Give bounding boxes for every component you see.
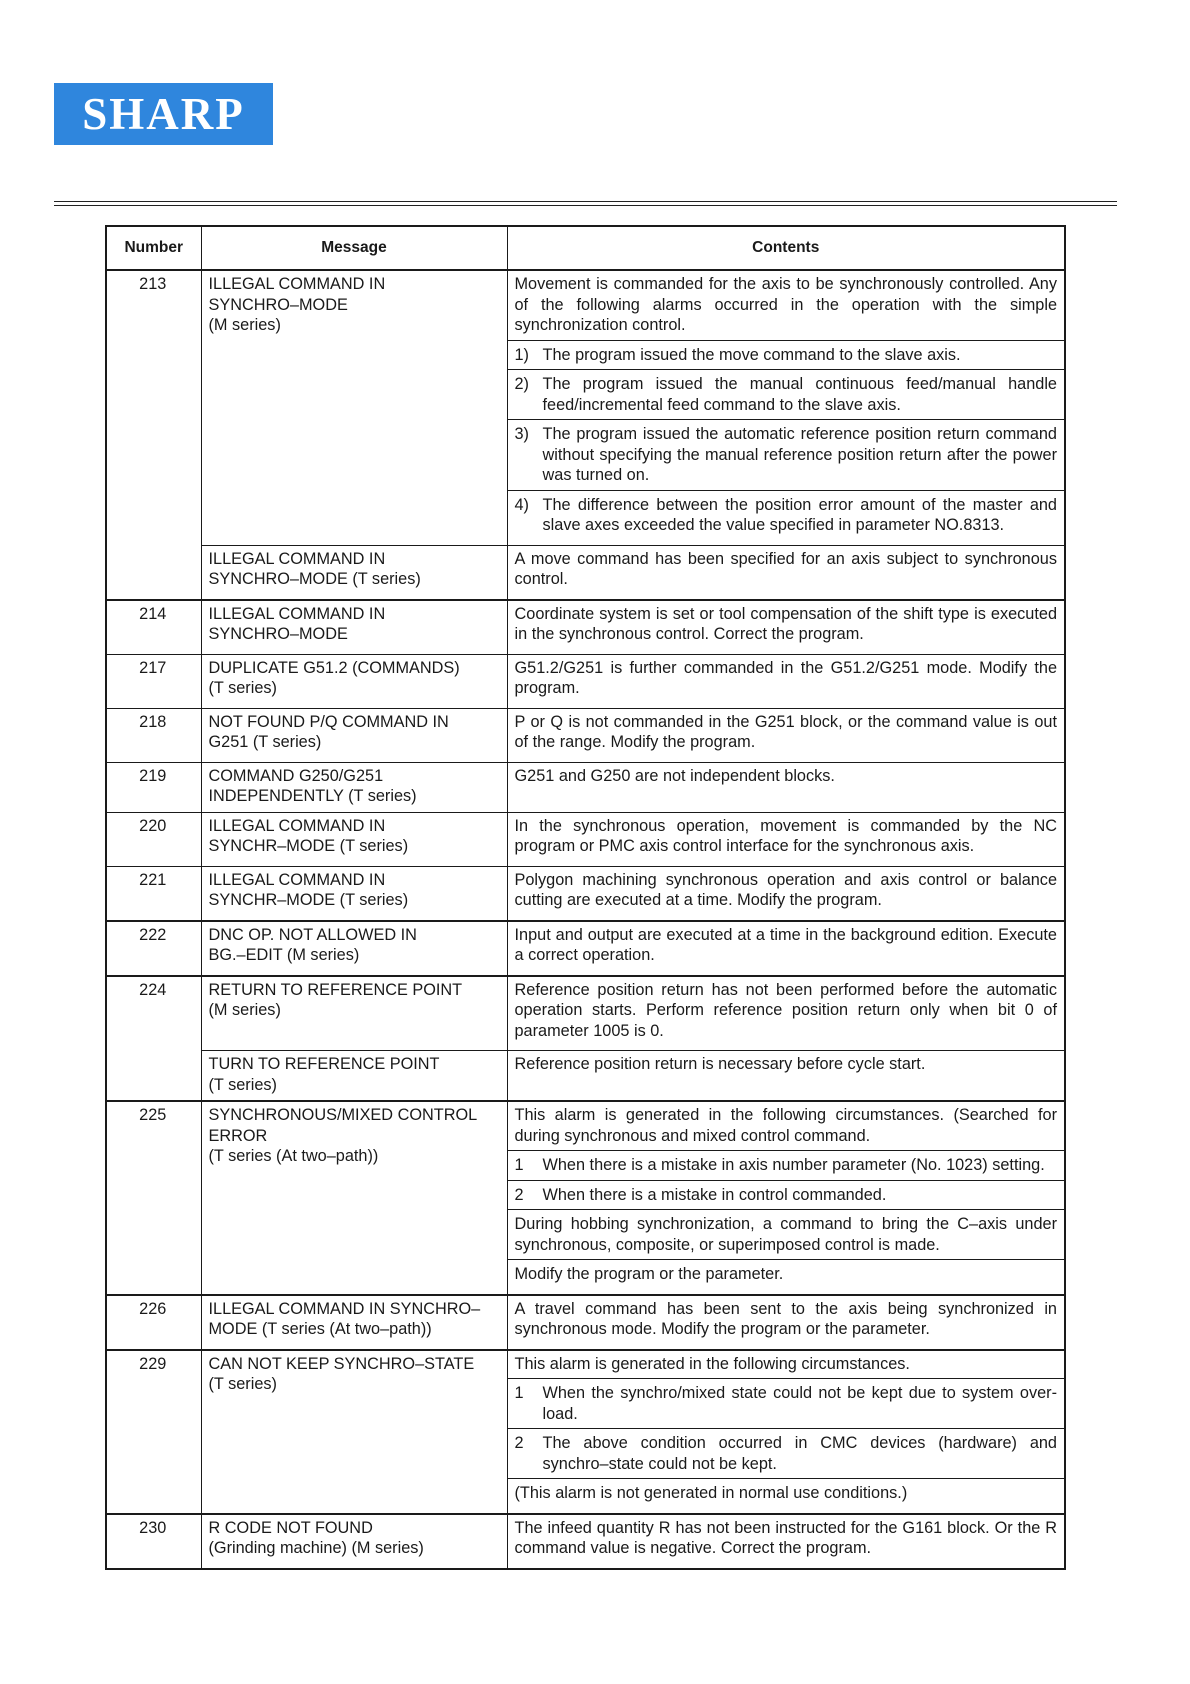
contents-paragraph: Modify the program or the parameter. [508, 1259, 1065, 1289]
contents-paragraph: A travel command has been sent to the axis being synchronized in synchronous mode. Modify the program or the parameter. [514, 1299, 1057, 1338]
alarm-contents [507, 1350, 1065, 1514]
alarm-message: CAN NOT KEEP SYNCHRO–STATE (T series) [201, 1350, 507, 1514]
alarm-number: 229 [106, 1350, 201, 1514]
contents-paragraph: G51.2/G251 is further commanded in the G51.2/G251 mode. Modify the program. [514, 658, 1057, 697]
alarm-table-container [105, 225, 1064, 1570]
contents-paragraph: A move command has been specified for an axis subject to synchronous control. [514, 549, 1057, 588]
alarm-contents [507, 708, 1065, 762]
contents-paragraph: Reference position return has not been performed before the automatic operation starts. Perform reference position return only when bit 0 of parameter 1005 is 0. [514, 980, 1057, 1040]
alarm-number: 222 [106, 921, 201, 976]
alarm-contents [507, 921, 1065, 976]
alarm-message: ILLEGAL COMMAND IN SYNCHR–MODE (T series) [201, 812, 507, 866]
alarm-number: 220 [106, 812, 201, 866]
alarm-message: ILLEGAL COMMAND IN SYNCHR–MODE (T series) [201, 866, 507, 921]
list-marker: 1 [514, 1384, 524, 1402]
header-message: Message [201, 226, 507, 270]
list-marker: 4) [514, 495, 529, 514]
contents-paragraph: Polygon machining synchronous operation and axis control or balance cutting are executed at a time. Modify the program. [514, 870, 1057, 909]
alarm-number: 213 [106, 270, 201, 600]
alarm-message: SYNCHRONOUS/MIXED CONTROL ERROR (T series (At two–path)) [201, 1101, 507, 1295]
contents-paragraph: (This alarm is not generated in normal use conditions.) [508, 1478, 1065, 1508]
alarm-message: R CODE NOT FOUND (Grinding machine) (M series) [201, 1514, 507, 1569]
contents-paragraph: The infeed quantity R has not been instructed for the G161 block. Or the R command value is negative. Correct the program. [514, 1518, 1057, 1557]
contents-paragraph: In the synchronous operation, movement is commanded by the NC program or PMC axis control interface for the synchronous axis. [514, 816, 1057, 855]
alarm-number: 219 [106, 762, 201, 812]
list-text: The above condition occurred in CMC devices (hardware) and synchro–state could not be kept. [542, 1434, 1057, 1473]
sharp-logo [54, 83, 273, 145]
list-text: When the synchro/mixed state could not be kept due to system over-load. [542, 1384, 1057, 1423]
contents-list-item [508, 1150, 1065, 1180]
contents-paragraph: This alarm is generated in the following circumstances. (Searched for during synchronous and mixed control command. [514, 1106, 1057, 1145]
alarm-message: ILLEGAL COMMAND IN SYNCHRO–MODE (M series) [201, 270, 507, 545]
table-body [106, 270, 1065, 1569]
list-marker: 2) [514, 375, 529, 393]
alarm-number: 226 [106, 1295, 201, 1350]
contents-paragraph: Movement is commanded for the axis to be synchronously controlled. Any of the following alarms occurred in the operation with the simple synchronization control. [514, 275, 1057, 334]
table-row [106, 270, 1065, 545]
alarm-number: 221 [106, 866, 201, 921]
contents-paragraph: Reference position return is necessary before cycle start. [514, 1055, 926, 1073]
alarm-number: 214 [106, 600, 201, 655]
table-row [106, 976, 1065, 1051]
alarm-message: TURN TO REFERENCE POINT (T series) [201, 1051, 507, 1102]
contents-paragraph: During hobbing synchronization, a command to bring the C–axis under synchronous, composite, or superimposed control is made. [508, 1209, 1065, 1259]
list-marker: 3) [514, 425, 529, 443]
alarm-message: ILLEGAL COMMAND IN SYNCHRO–MODE (T series) [201, 545, 507, 600]
alarm-number: 217 [106, 654, 201, 708]
alarm-number: 225 [106, 1101, 201, 1295]
table-row [106, 762, 1065, 812]
alarm-message: RETURN TO REFERENCE POINT (M series) [201, 976, 507, 1051]
table-row [106, 866, 1065, 921]
table-row [106, 600, 1065, 655]
list-marker: 1 [514, 1156, 524, 1174]
header-contents: Contents [507, 226, 1065, 270]
list-text: When there is a mistake in control commanded. [542, 1185, 887, 1204]
alarm-contents [507, 976, 1065, 1051]
table-row [106, 1101, 1065, 1295]
contents-paragraph: P or Q is not commanded in the G251 block, or the command value is out of the range. Modify the program. [514, 712, 1057, 751]
list-text: The program issued the move command to the slave axis. [542, 345, 961, 364]
table-row [106, 708, 1065, 762]
alarm-contents [507, 600, 1065, 655]
alarm-contents [507, 762, 1065, 812]
alarm-message: DUPLICATE G51.2 (COMMANDS) (T series) [201, 654, 507, 708]
contents-list-item [508, 1378, 1065, 1428]
list-text: When there is a mistake in axis number parameter (No. 1023) setting. [542, 1156, 1045, 1174]
alarm-message: COMMAND G250/G251 INDEPENDENTLY (T series) [201, 762, 507, 812]
list-text: The difference between the position error amount of the master and slave axes exceeded the value specified in parameter NO.8313. [542, 495, 1057, 534]
alarm-message: NOT FOUND P/Q COMMAND IN G251 (T series) [201, 708, 507, 762]
table-row [106, 812, 1065, 866]
contents-list-item [508, 419, 1065, 490]
alarm-contents [507, 1514, 1065, 1569]
alarm-contents [507, 866, 1065, 921]
contents-list-item [508, 1180, 1065, 1210]
table-row [106, 1295, 1065, 1350]
alarm-contents [507, 1101, 1065, 1295]
list-marker: 2 [514, 1185, 524, 1204]
contents-list-item [508, 1428, 1065, 1478]
contents-paragraph: Coordinate system is set or tool compensation of the shift type is executed in the synchronous control. Correct the program. [514, 604, 1057, 643]
table-header-row [106, 226, 1065, 270]
alarm-contents [507, 1051, 1065, 1102]
alarm-number: 218 [106, 708, 201, 762]
alarm-message: ILLEGAL COMMAND IN SYNCHRO–MODE [201, 600, 507, 655]
alarm-message: ILLEGAL COMMAND IN SYNCHRO– MODE (T series (At two–path)) [201, 1295, 507, 1350]
contents-list-item [508, 369, 1065, 419]
table-row [106, 545, 1065, 600]
contents-paragraph: Input and output are executed at a time in the background edition. Execute a correct operation. [514, 925, 1057, 964]
logo-text: SHARP [82, 88, 245, 139]
list-marker: 1) [514, 345, 529, 364]
header-rule-bottom [54, 205, 1117, 206]
alarm-contents [507, 270, 1065, 545]
table-row [106, 1514, 1065, 1569]
alarm-contents [507, 654, 1065, 708]
list-text: The program issued the automatic reference position return command without specifying the manual reference position return after the power was turned on. [542, 425, 1057, 484]
table-row [106, 1350, 1065, 1514]
table-row [106, 1051, 1065, 1102]
table-row [106, 921, 1065, 976]
header-number: Number [106, 226, 201, 270]
contents-list-item [508, 490, 1065, 540]
header-rule-top [54, 201, 1117, 202]
alarm-contents [507, 1295, 1065, 1350]
alarm-table [105, 225, 1066, 1570]
alarm-contents [507, 812, 1065, 866]
contents-list-item [508, 340, 1065, 370]
contents-paragraph: G251 and G250 are not independent blocks. [514, 766, 835, 785]
alarm-number: 224 [106, 976, 201, 1102]
list-text: The program issued the manual continuous feed/manual handle feed/incremental feed command to the slave axis. [542, 375, 1057, 414]
table-row [106, 654, 1065, 708]
contents-paragraph: This alarm is generated in the following circumstances. [514, 1354, 910, 1373]
alarm-message: DNC OP. NOT ALLOWED IN BG.–EDIT (M series) [201, 921, 507, 976]
alarm-number: 230 [106, 1514, 201, 1569]
alarm-contents [507, 545, 1065, 600]
list-marker: 2 [514, 1434, 524, 1452]
